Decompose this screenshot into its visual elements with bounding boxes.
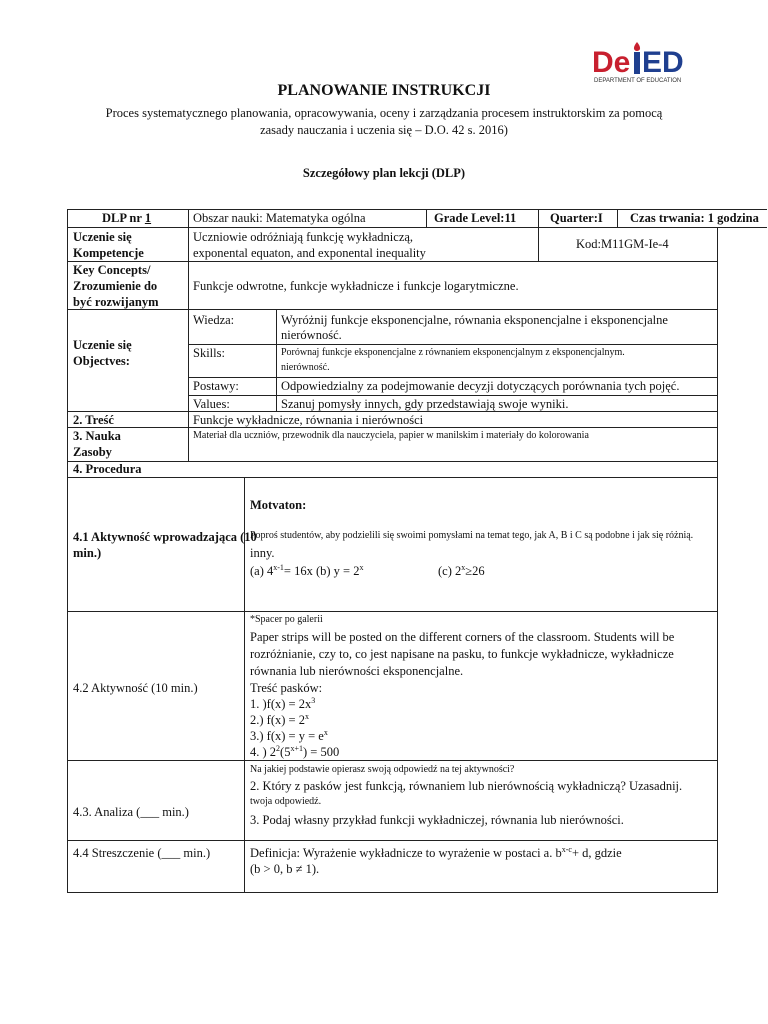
strip-item-4: 4. ) $2^2(5^{x+1}) = 500$ — [250, 743, 340, 759]
duration: Czas trwania: 1 godzina — [630, 211, 759, 225]
skills-label: Skills: — [193, 346, 225, 360]
values-label: Values: — [193, 397, 230, 411]
competency-text-2: exponental equaton, and exponental inequality — [193, 246, 426, 260]
summary-label: 4.4 Streszczenie (___ min.) — [73, 846, 211, 860]
activity-text-1: Paper strips will be posted on the different corners of the classroom. Students will be — [250, 630, 675, 644]
knowledge-label: Wiedza: — [193, 313, 235, 327]
row-divider — [188, 344, 718, 345]
row-divider — [67, 840, 718, 841]
motivation-text-1: Poproś studentów, aby podzielili się swoimi pomysłami na temat tego, jak A, B i C są podobne i jak się różnią. — [250, 530, 694, 541]
attitudes-text: Odpowiedzialny za podejmowanie decyzji dotyczących porównania tych pojęć. — [281, 379, 680, 393]
content-text: Funkcje wykładnicze, równania i nierówności — [193, 413, 424, 427]
objectives-label-2: Objectves: — [73, 354, 130, 368]
table-border-bottom — [67, 892, 718, 893]
analysis-question-2: 2. Który z pasków jest funkcją, równaniem lub nierównością wykładniczą? Uzasadnij. — [250, 779, 683, 793]
intro-activity-label-2: min.) — [73, 546, 102, 560]
knowledge-text-1: Wyróżnij funkcje eksponencjalne, równania eksponencjalne i eksponencjalne — [281, 313, 668, 327]
table-border-left — [67, 209, 68, 893]
content-label: 2. Treść — [73, 413, 114, 427]
competency-code: Kod:M11GM-Ie-4 — [576, 237, 669, 251]
motivation-text-2: inny. — [250, 546, 275, 560]
svg-text:DEPARTMENT OF EDUCATION: DEPARTMENT OF EDUCATION — [594, 78, 682, 84]
competency-label-2: Kompetencje — [73, 246, 144, 260]
strip-item-2: 2.) $f(x) = 2^x$ — [250, 711, 309, 727]
column-divider — [538, 209, 539, 227]
row-divider — [188, 395, 718, 396]
summary-definition-2: (b > 0, b ≠ 1). — [250, 862, 320, 876]
subtitle-line-1: Proces systematycznego planowania, opracowywania, oceny i zarządzania procesem instruktorskim za pomocą — [105, 106, 663, 120]
column-divider — [244, 611, 245, 893]
intro-activity-label-1: 4.1 Aktywność wprowadzająca (10 — [73, 530, 257, 544]
column-divider — [188, 209, 189, 461]
resources-text: Materiał dla uczniów, przewodnik dla nauczyciela, papier w manilskim i materiały do kolorowania — [193, 430, 589, 441]
svg-text:ED: ED — [642, 46, 684, 79]
strips-heading: Treść pasków: — [250, 681, 323, 695]
key-concepts-text: Funkcje odwrotne, funkcje wykładnicze i funkcje logarytmiczne. — [193, 279, 519, 293]
procedure-label: 4. Procedura — [73, 462, 142, 476]
resources-label-1: 3. Nauka — [73, 429, 121, 443]
row-divider — [67, 227, 767, 228]
quarter: Quarter:I — [550, 211, 603, 225]
dlp-title: Szczegółowy plan lekcji (DLP) — [302, 166, 466, 180]
page-title: PLANOWANIE INSTRUKCJI — [277, 82, 491, 99]
motivation-equations: (a) $4^{x-1}= 16x$ (b) $y = 2^x$ — [250, 562, 364, 578]
svg-text:De: De — [592, 46, 631, 79]
analysis-question-1: Na jakiej podstawie opierasz swoją odpowiedź na tej aktywności? — [250, 764, 515, 775]
table-border-top — [67, 209, 767, 210]
motivation-heading: Motvaton: — [250, 498, 307, 512]
activity-text-2: rozróżnianie, czy to, co jest napisane na pasku, to funkcje wykładnicze, wykładnicze — [250, 647, 674, 661]
motivation-equation-c: (c) $2^x\ge 26$ — [438, 562, 485, 578]
activity-label: 4.2 Aktywność (10 min.) — [73, 681, 198, 695]
row-divider — [188, 377, 718, 378]
column-divider — [276, 309, 277, 411]
skills-text-1: Porównaj funkcje eksponencjalne z równaniem eksponencjalnym z eksponencjalnym. — [281, 347, 625, 358]
column-divider — [426, 209, 427, 227]
analysis-label: 4.3. Analiza (___ min.) — [73, 805, 189, 819]
gallery-walk-note: *Spacer po galerii — [250, 614, 323, 625]
competency-label-1: Uczenie się — [73, 230, 132, 244]
subject-area: Obszar nauki: Matematyka ogólna — [193, 211, 366, 225]
row-divider — [67, 461, 718, 462]
objectives-label-1: Uczenie się — [73, 338, 132, 352]
row-divider — [67, 760, 718, 761]
column-divider — [617, 209, 618, 227]
knowledge-text-2: nierówność. — [281, 328, 342, 342]
summary-definition-1: Definicja: Wyrażenie wykładnicze to wyrażenie w postaci a. $b^{x-c}+ d$, gdzie — [250, 844, 622, 860]
resources-label-2: Zasoby — [73, 445, 112, 459]
competency-text-1: Uczniowie odróżniają funkcję wykładniczą, — [193, 230, 414, 244]
key-concepts-label-3: być rozwijanym — [73, 295, 159, 309]
deped-logo — [590, 38, 702, 86]
row-divider — [67, 309, 718, 310]
key-concepts-label-1: Key Concepts/ — [73, 263, 151, 277]
dlp-number: DLP nr 1 — [102, 211, 152, 225]
attitudes-label: Postawy: — [193, 379, 239, 393]
values-text: Szanuj pomysły innych, gdy przedstawiają swoje wyniki. — [281, 397, 569, 411]
column-divider — [538, 227, 539, 261]
strip-item-3: 3.) $f(x) = y = e^x$ — [250, 727, 328, 743]
row-divider — [67, 477, 718, 478]
analysis-question-3: 3. Podaj własny przykład funkcji wykładniczej, równania lub nierówności. — [250, 813, 624, 827]
row-divider — [67, 611, 718, 612]
key-concepts-label-2: Zrozumienie do — [73, 279, 158, 293]
subtitle-line-2: zasady nauczania i uczenia się – D.O. 42 s. 2016) — [260, 123, 508, 137]
analysis-question-2b: twoja odpowiedź. — [250, 796, 322, 807]
grade-level: Grade Level:11 — [434, 211, 517, 225]
row-divider — [67, 261, 718, 262]
table-border-right — [717, 227, 718, 893]
strip-item-1: 1. )$f(x) = 2x^3$ — [250, 695, 316, 711]
skills-text-2: nierówność. — [281, 362, 330, 373]
activity-text-3: równania lub nierówności eksponencjalne. — [250, 664, 464, 678]
